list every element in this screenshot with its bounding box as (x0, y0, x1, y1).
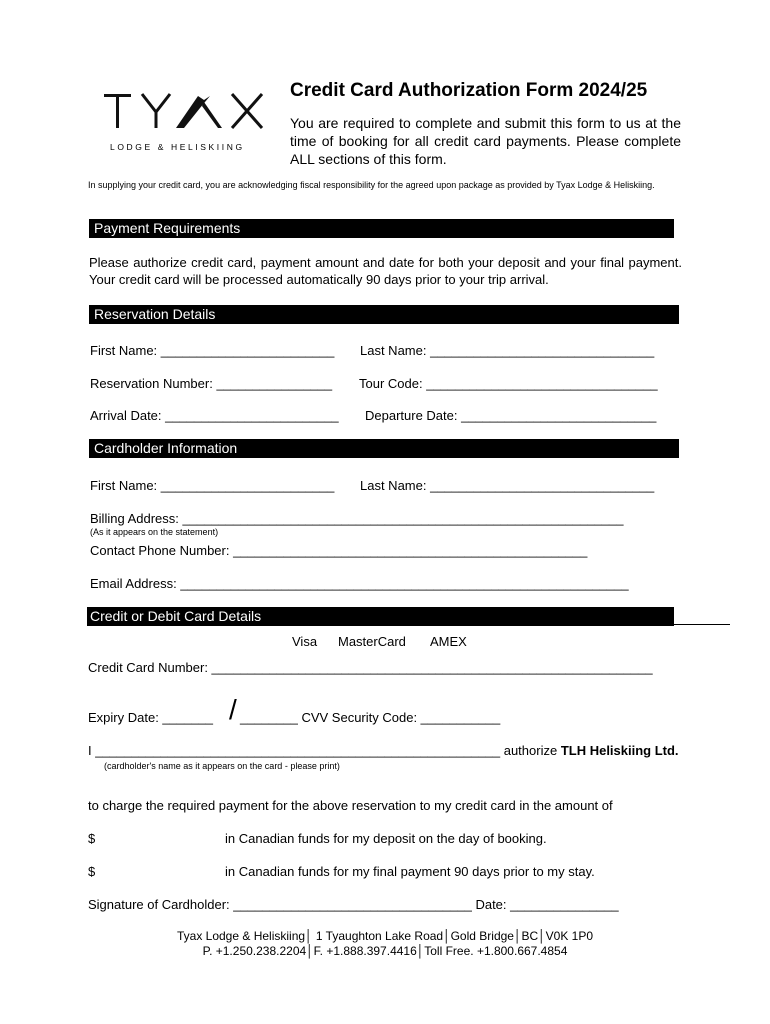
tour-code-field[interactable]: Tour Code: ________________________________ (359, 376, 658, 391)
reservation-number-field[interactable]: Reservation Number: ________________ (90, 376, 333, 391)
final-amount-input[interactable] (100, 864, 218, 880)
intro-text: You are required to complete and submit this form to us at the time of booking for all credit card payments. Please complete ALL sections of this form. (290, 115, 681, 167)
card-details-heading: Credit or Debit Card Details (87, 607, 674, 626)
contact-phone-field[interactable]: Contact Phone Number: _________________________________________________ (90, 543, 588, 558)
logo-letter-y (142, 94, 170, 128)
deposit-dollar-sign: $ (88, 831, 96, 846)
departure-date-field[interactable]: Departure Date: ___________________________ (365, 408, 657, 423)
signature-date-field[interactable]: Signature of Cardholder: _________________________________ Date: _______________ (88, 897, 619, 912)
cardholder-first-name-field[interactable]: First Name: ________________________ (90, 478, 335, 493)
cardholder-last-name-field[interactable]: Last Name: _______________________________ (360, 478, 655, 493)
charge-statement: to charge the required payment for the above reservation to my credit card in the amount of (88, 798, 613, 813)
expiry-slash: / (229, 694, 237, 725)
card-type-mastercard[interactable]: MasterCard (338, 634, 406, 649)
final-payment-text: in Canadian funds for my final payment 90 days prior to my stay. (225, 864, 595, 879)
form-title: Credit Card Authorization Form 2024/25 (290, 80, 648, 101)
arrival-date-field[interactable]: Arrival Date: ________________________ (90, 408, 339, 423)
payment-requirements-text: Please authorize credit card, payment amount and date for both your deposit and your final payment. Your credit card will be processed automatically 90 days prior to your trip arrival. (89, 255, 682, 287)
billing-address-note: (As it appears on the statement) (90, 527, 219, 537)
reservation-first-name-field[interactable]: First Name: ________________________ (90, 343, 335, 358)
logo-letter-t (104, 94, 131, 128)
final-dollar-sign: $ (88, 864, 96, 879)
reservation-details-heading: Reservation Details (89, 305, 679, 324)
cvv-security-code-field[interactable]: ________ CVV Security Code: ___________ (240, 710, 501, 725)
tyax-logo (104, 90, 266, 134)
deposit-amount-input[interactable] (100, 831, 218, 847)
cardholder-name-note: (cardholder's name as it appears on the card - please print) (104, 761, 340, 771)
footer-address: Tyax Lodge & Heliskiing│ 1 Tyaughton Lake Road│Gold Bridge│BC│V0K 1P0 (176, 929, 594, 943)
cardholder-name-field[interactable]: I ________________________________________________________ authorize (88, 743, 561, 758)
billing-address-field[interactable]: Billing Address: _____________________________________________________________ (90, 511, 624, 526)
cardholder-information-heading: Cardholder Information (89, 439, 679, 458)
card-type-amex[interactable]: AMEX (430, 634, 467, 649)
expiry-date-field[interactable]: Expiry Date: _______ (88, 710, 214, 725)
responsibility-note: In supplying your credit card, you are acknowledging fiscal responsibility for the agreed upon package as provided by Tyax Lodge & Heliskiing. (88, 180, 655, 190)
logo-mountain-a (176, 96, 222, 128)
email-address-field[interactable]: Email Address: ______________________________________________________________ (90, 576, 629, 591)
authorize-line[interactable] (88, 743, 679, 758)
heading-tail-line (674, 624, 730, 625)
payment-requirements-heading: Payment Requirements (89, 219, 674, 238)
logo-subtitle: LODGE & HELISKIING (110, 142, 245, 152)
reservation-last-name-field[interactable]: Last Name: _______________________________ (360, 343, 655, 358)
credit-card-number-field[interactable]: Credit Card Number: _____________________________________________________________ (88, 660, 653, 675)
card-type-visa[interactable]: Visa (292, 634, 318, 649)
company-name: TLH Heliskiing Ltd. (560, 743, 679, 758)
deposit-text: in Canadian funds for my deposit on the day of booking. (225, 831, 547, 846)
footer-phones: P. +1.250.238.2204│F. +1.888.397.4416│Toll Free. +1.800.667.4854 (202, 944, 568, 958)
logo-letter-x (232, 94, 262, 128)
